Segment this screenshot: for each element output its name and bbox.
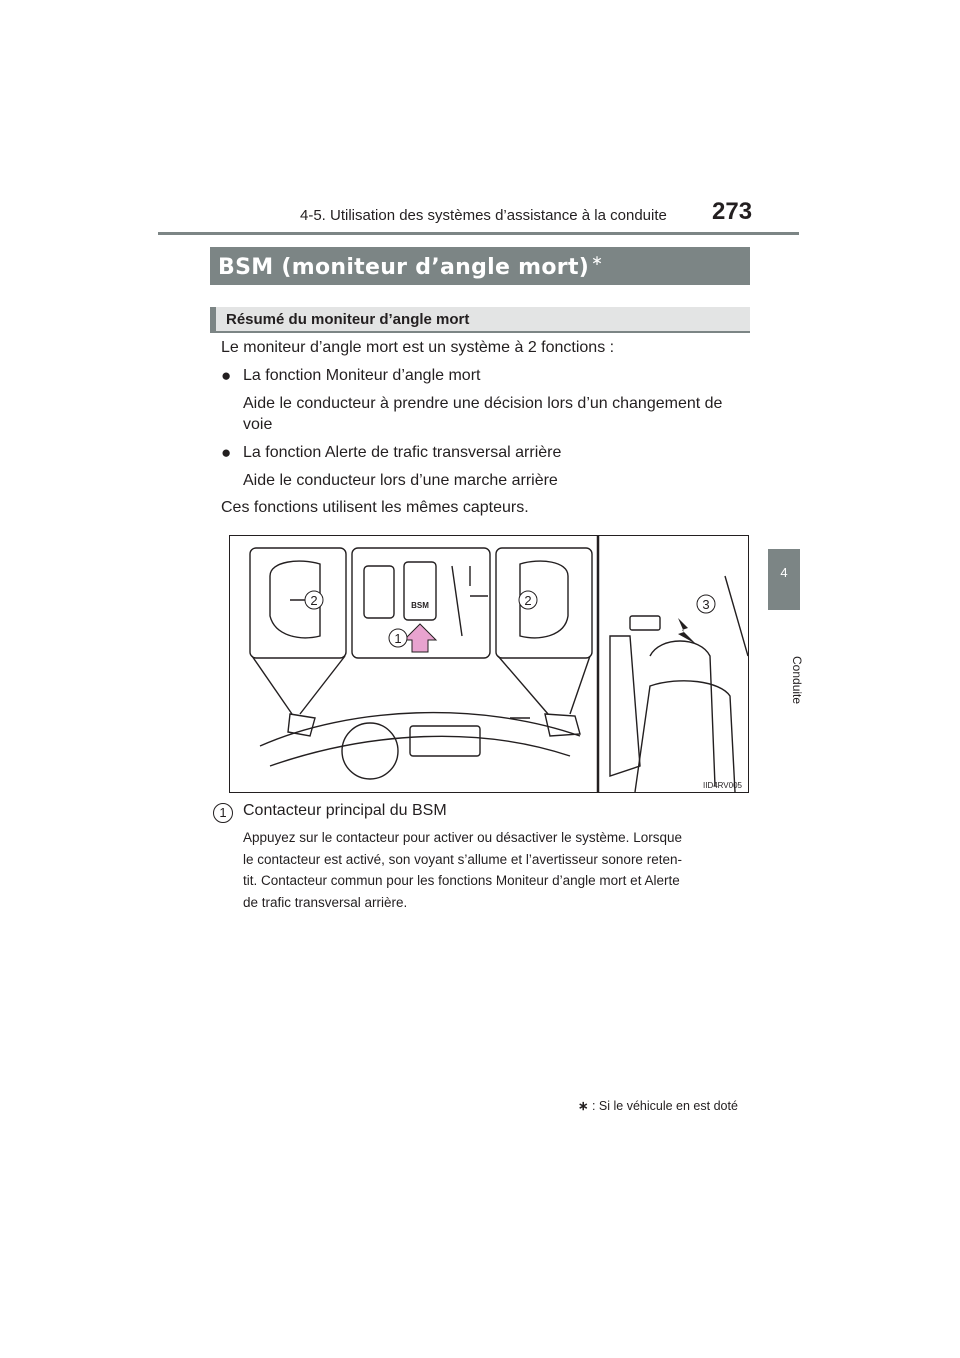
intro-text: Le moniteur d’angle mort est un système à 2 fonctions :	[221, 339, 615, 356]
right-mirror	[545, 714, 580, 736]
header-rule	[158, 232, 799, 235]
left-mirror-inset	[250, 548, 346, 658]
callout-2-left: 2	[310, 593, 318, 608]
running-header: 4-5. Utilisation des systèmes d’assistance à la conduite	[300, 207, 667, 224]
bullet-item-desc: Aide le conducteur lors d’une marche arrière	[243, 472, 558, 489]
bullet-item-desc: Aide le conducteur à prendre une décision lors d’un changement de	[243, 395, 723, 412]
legend-line: le contacteur est activé, son voyant s’allume et l’avertisseur sonore reten-	[243, 851, 682, 867]
section-title-bar	[210, 247, 750, 285]
bullet-icon: ●	[221, 366, 232, 385]
left-mirror	[288, 714, 315, 736]
section-title	[218, 253, 603, 280]
legend-line: Appuyez sur le contacteur pour activer ou désactiver le système. Lorsque	[243, 830, 682, 845]
bullet-item-title: La fonction Alerte de trafic transversal arrière	[243, 444, 562, 461]
bullet-item-desc: voie	[243, 416, 273, 433]
legend-line: de trafic transversal arrière.	[243, 894, 408, 910]
bsm-switch	[404, 562, 436, 620]
page-number: 273	[712, 198, 753, 225]
callout-2-right: 2	[524, 593, 532, 608]
chapter-tab	[768, 549, 800, 610]
footnote-text: : Si le véhicule en est doté	[591, 1099, 738, 1113]
callout-3: 3	[702, 597, 710, 612]
legend-line: tit. Contacteur commun pour les fonctions Moniteur d’angle mort et Alerte	[243, 873, 680, 888]
legend-title: Contacteur principal du BSM	[243, 802, 447, 819]
footnote-marker: ∗	[578, 1099, 589, 1113]
right-mirror-inset	[496, 548, 592, 658]
legend-description	[243, 827, 753, 913]
steering-wheel	[342, 723, 398, 779]
legend-callout: 1	[213, 803, 233, 823]
subsection-rule	[210, 331, 750, 333]
subsection-bar	[210, 307, 750, 333]
subsection-title: Résumé du moniteur d’angle mort	[226, 311, 470, 328]
bullet-icon: ●	[221, 443, 232, 462]
callout-1: 1	[394, 631, 402, 646]
warning-lightning-icon	[678, 618, 696, 644]
optional-marker: ∗	[591, 253, 604, 269]
bsm-illustration	[229, 535, 749, 793]
chapter-label: Conduite	[790, 655, 804, 705]
bullet-item-title: La fonction Moniteur d’angle mort	[243, 367, 481, 384]
image-code: IID4RV005	[703, 781, 742, 790]
car-interior-drawing	[230, 536, 748, 792]
closing-text: Ces fonctions utilisent les mêmes capteurs.	[221, 499, 529, 516]
switch-label: BSM	[411, 601, 429, 610]
press-arrow-icon	[404, 624, 436, 652]
footnote	[578, 1098, 738, 1113]
center-display	[410, 726, 480, 756]
section-title-text: BSM (moniteur d’angle mort)	[218, 255, 590, 280]
chapter-number: 4	[780, 565, 788, 580]
